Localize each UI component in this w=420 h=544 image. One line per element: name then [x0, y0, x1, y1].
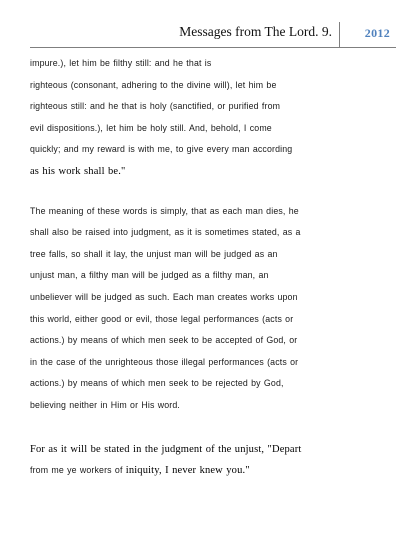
document-body: [30, 53, 380, 482]
text-line: impure.), let him be filthy still: and he that is: [30, 58, 212, 68]
text-line: shall also be raised into judgment, as it is sometimes stated, as a: [30, 227, 301, 238]
text-line: unjust man, a filthy man will be judged as a filthy man, an: [30, 270, 269, 281]
paragraph-3: [30, 439, 380, 482]
header-year: 2012: [364, 26, 390, 40]
text-fragment: iniquity, I never knew you.": [125, 465, 250, 477]
text-line: believing neither in Him or His word.: [30, 399, 180, 410]
text-line: The meaning of these words is simply, that as each man dies, he: [30, 205, 299, 216]
text-line: For as it will be stated in the judgment of the unjust, "Depart: [30, 443, 302, 455]
text-line: as his work shall be.": [30, 165, 126, 177]
text-line: tree falls, so shall it lay, the unjust man will be judged as an: [30, 248, 278, 259]
header-title: Messages from The Lord. 9.: [179, 24, 332, 39]
text-line: this world, either good or evil, those legal performances (acts or: [30, 313, 294, 324]
text-line: quickly; and my reward is with me, to give every man according: [30, 144, 293, 155]
text-fragment: from me ye workers of: [30, 465, 126, 476]
header-rule: [30, 47, 396, 48]
text-line: unbeliever will be judged as such. Each man creates works upon: [30, 291, 298, 302]
text-line: righteous (consonant, adhering to the divine will), let him be: [30, 79, 277, 90]
text-line: actions.) by means of which men seek to be accepted of God, or: [30, 335, 298, 346]
text-line: evil dispositions.), let him be holy still. And, behold, I come: [30, 122, 272, 133]
paragraph-gap: [30, 183, 380, 201]
text-line: [30, 460, 380, 482]
paragraph-gap: [30, 417, 380, 439]
paragraph-1: [30, 53, 380, 183]
text-line: in the case of the unrighteous those illegal performances (acts or: [30, 356, 299, 367]
header-divider: [339, 22, 340, 48]
text-line: actions.) by means of which men seek to be rejected by God,: [30, 378, 284, 389]
text-line: righteous still: and he that is holy (sanctified, or purified from: [30, 101, 281, 112]
page-header: [30, 20, 396, 48]
paragraph-2: [30, 201, 380, 417]
